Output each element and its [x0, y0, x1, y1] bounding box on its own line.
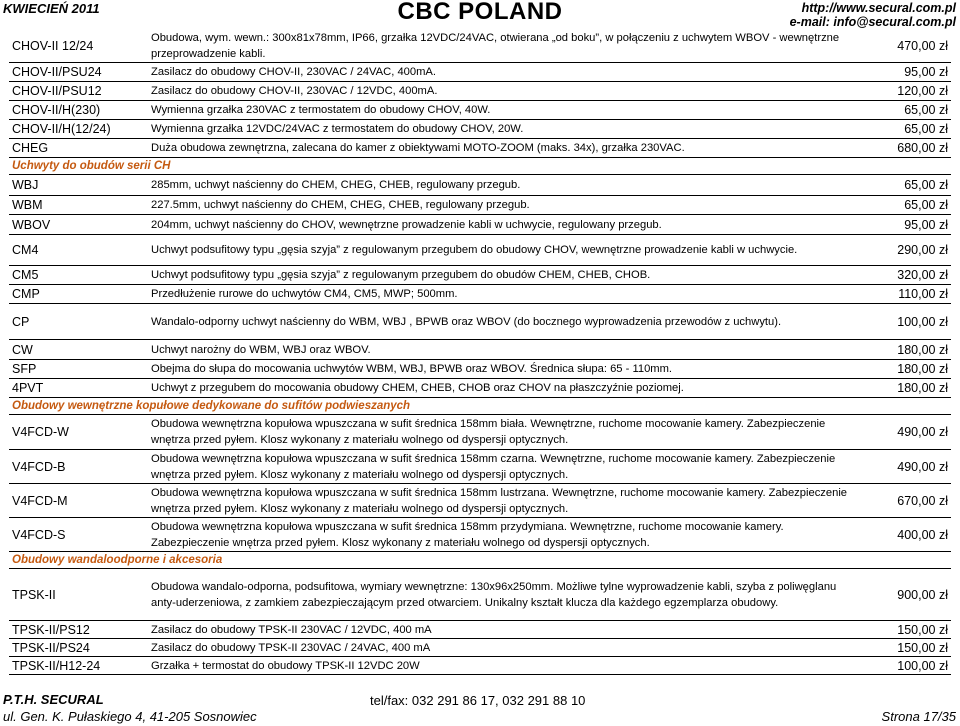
product-price: 290,00 zł [861, 235, 951, 266]
product-row [9, 101, 951, 120]
footer-company: P.T.H. SECURAL [3, 692, 104, 707]
header-company: CBC POLAND [397, 0, 563, 25]
product-row [9, 215, 951, 235]
product-row [9, 139, 951, 158]
product-row [9, 415, 951, 450]
product-code: WBM [9, 196, 148, 215]
product-description: Obudowa wewnętrzna kopułowa wpuszczana w sufit średnica 158mm czarna. Wewnętrzne, ruchome mocowanie kamery. Zabezpieczenie wnętrza przed pyłem. Klosz wykonany z materiału wolnego od dyspersji optycznych. [148, 450, 861, 484]
section-title: Obudowy wewnętrzne kopułowe dedykowane do sufitów podwieszanych [9, 398, 951, 415]
product-price: 65,00 zł [861, 101, 951, 120]
product-code: 4PVT [9, 379, 148, 398]
product-row [9, 379, 951, 398]
product-price: 95,00 zł [861, 63, 951, 82]
product-code: CHOV-II 12/24 [9, 30, 148, 63]
footer-address: ul. Gen. K. Pułaskiego 4, 41-205 Sosnowiec [3, 709, 257, 724]
product-price: 95,00 zł [861, 215, 951, 235]
product-description: Obudowa wandalo-odporna, podsufitowa, wymiary wewnętrzne: 130x96x250mm. Możliwe tylne wyprowadzenie kabli, szyba z poliwęglanu anty-uderzeniowa, z zamkiem zabezpieczającym przed otwarciem. Unikalny kształt klucza dla każdego egzemplarza obudowy. [148, 569, 861, 621]
section-header-row [9, 398, 951, 415]
product-code: CHOV-II/H(12/24) [9, 120, 148, 139]
product-price: 900,00 zł [861, 569, 951, 621]
product-row [9, 621, 951, 639]
product-row [9, 120, 951, 139]
product-row [9, 285, 951, 304]
header-contact [790, 1, 956, 29]
product-price: 65,00 zł [861, 175, 951, 196]
product-code: WBOV [9, 215, 148, 235]
product-description: Duża obudowa zewnętrzna, zalecana do kamer z obiektywami MOTO-ZOOM (maks. 34x), grzałka 230VAC. [148, 139, 861, 158]
product-price: 100,00 zł [861, 657, 951, 675]
price-list-table [9, 30, 951, 675]
product-description: Grzałka + termostat do obudowy TPSK-II 12VDC 20W [148, 657, 861, 675]
product-code: SFP [9, 360, 148, 379]
product-code: CHEG [9, 139, 148, 158]
product-code: CM4 [9, 235, 148, 266]
header-website[interactable]: http://www.secural.com.pl [801, 1, 956, 15]
product-row [9, 175, 951, 196]
page-header [0, 0, 960, 29]
product-row [9, 235, 951, 266]
product-description: Obudowa, wym. wewn.: 300x81x78mm, IP66, grzałka 12VDC/24VAC, otwierana „od boku”, w połączeniu z uchwytem WBOV - wewnętrzne przeprowadzenie kabli. [148, 30, 861, 63]
product-code: CP [9, 304, 148, 340]
product-price: 65,00 zł [861, 120, 951, 139]
product-code: V4FCD-M [9, 484, 148, 518]
section-header-row [9, 552, 951, 569]
product-code: CW [9, 340, 148, 360]
product-description: Zasilacz do obudowy CHOV-II, 230VAC / 12VDC, 400mA. [148, 82, 861, 101]
product-description: Obudowa wewnętrzna kopułowa wpuszczana w sufit średnica 158mm przydymiana. Wewnętrzne, ruchome mocowanie kamery. Zabezpieczenie wnętrza przed pyłem. Klosz wykonany z materiału wolnego od dyspersji optycznych. [148, 518, 861, 552]
product-row [9, 657, 951, 675]
product-row [9, 196, 951, 215]
product-row [9, 518, 951, 552]
product-price: 180,00 zł [861, 379, 951, 398]
product-description: Uchwyt narożny do WBM, WBJ oraz WBOV. [148, 340, 861, 360]
product-row [9, 360, 951, 379]
product-description: Obejma do słupa do mocowania uchwytów WBM, WBJ, BPWB oraz WBOV. Średnica słupa: 65 - 110mm. [148, 360, 861, 379]
section-title: Uchwyty do obudów serii CH [9, 158, 951, 175]
product-price: 320,00 zł [861, 266, 951, 285]
product-code: TPSK-II/H12-24 [9, 657, 148, 675]
product-description: 204mm, uchwyt naścienny do CHOV, wewnętrzne prowadzenie kabli w uchwycie, regulowany przegub. [148, 215, 861, 235]
product-row [9, 266, 951, 285]
product-description: Obudowa wewnętrzna kopułowa wpuszczana w sufit średnica 158mm lustrzana. Wewnętrzne, ruchome mocowanie kamery. Zabezpieczenie wnętrza przed pyłem. Klosz wykonany z materiału wolnego od dyspersji optycznych. [148, 484, 861, 518]
product-row [9, 484, 951, 518]
product-description: Zasilacz do obudowy TPSK-II 230VAC / 24VAC, 400 mA [148, 639, 861, 657]
product-price: 490,00 zł [861, 415, 951, 450]
product-price: 490,00 zł [861, 450, 951, 484]
product-row [9, 30, 951, 63]
footer-phone: tel/fax: 032 291 86 17, 032 291 88 10 [370, 693, 586, 708]
section-header-row [9, 158, 951, 175]
product-code: V4FCD-S [9, 518, 148, 552]
product-price: 470,00 zł [861, 30, 951, 63]
product-row [9, 82, 951, 101]
product-description: 285mm, uchwyt naścienny do CHEM, CHEG, CHEB, regulowany przegub. [148, 175, 861, 196]
product-row [9, 304, 951, 340]
product-row [9, 450, 951, 484]
product-description: 227.5mm, uchwyt naścienny do CHEM, CHEG, CHEB, regulowany przegub. [148, 196, 861, 215]
footer-page-number: Strona 17/35 [881, 709, 956, 724]
product-description: Wymienna grzałka 12VDC/24VAC z termostatem do obudowy CHOV, 20W. [148, 120, 861, 139]
product-description: Przedłużenie rurowe do uchwytów CM4, CM5, MWP; 500mm. [148, 285, 861, 304]
product-row [9, 639, 951, 657]
product-code: TPSK-II/PS24 [9, 639, 148, 657]
product-code: TPSK-II [9, 569, 148, 621]
product-price: 400,00 zł [861, 518, 951, 552]
product-code: TPSK-II/PS12 [9, 621, 148, 639]
product-code: CMP [9, 285, 148, 304]
product-code: CHOV-II/H(230) [9, 101, 148, 120]
section-title: Obudowy wandaloodporne i akcesoria [9, 552, 951, 569]
product-description: Wandalo-odporny uchwyt naścienny do WBM, WBJ , BPWB oraz WBOV (do bocznego wyprowadzenia przewodów z uchwytu). [148, 304, 861, 340]
product-description: Zasilacz do obudowy TPSK-II 230VAC / 12VDC, 400 mA [148, 621, 861, 639]
product-price: 150,00 zł [861, 621, 951, 639]
product-description: Uchwyt podsufitowy typu „gęsia szyja” z regulowanym przegubem do obudowy CHOV, wewnętrzne prowadzenie kabli w uchwycie. [148, 235, 861, 266]
product-description: Zasilacz do obudowy CHOV-II, 230VAC / 24VAC, 400mA. [148, 63, 861, 82]
product-description: Uchwyt podsufitowy typu „gęsia szyja” z regulowanym przegubem do obudów CHEM, CHEB, CHOB. [148, 266, 861, 285]
product-row [9, 340, 951, 360]
product-price: 680,00 zł [861, 139, 951, 158]
product-code: CHOV-II/PSU24 [9, 63, 148, 82]
product-price: 150,00 zł [861, 639, 951, 657]
product-code: CM5 [9, 266, 148, 285]
product-row [9, 569, 951, 621]
product-description: Wymienna grzałka 230VAC z termostatem do obudowy CHOV, 40W. [148, 101, 861, 120]
product-description: Uchwyt z przegubem do mocowania obudowy CHEM, CHEB, CHOB oraz CHOV na płaszczyźnie poziomej. [148, 379, 861, 398]
product-row [9, 63, 951, 82]
page-footer [0, 692, 960, 726]
product-code: WBJ [9, 175, 148, 196]
product-price: 65,00 zł [861, 196, 951, 215]
product-price: 180,00 zł [861, 340, 951, 360]
product-price: 120,00 zł [861, 82, 951, 101]
product-price: 110,00 zł [861, 285, 951, 304]
product-code: V4FCD-B [9, 450, 148, 484]
product-code: V4FCD-W [9, 415, 148, 450]
product-price: 180,00 zł [861, 360, 951, 379]
product-price: 100,00 zł [861, 304, 951, 340]
product-price: 670,00 zł [861, 484, 951, 518]
price-list-body [9, 30, 951, 675]
header-email[interactable]: e-mail: info@secural.com.pl [789, 15, 956, 29]
product-code: CHOV-II/PSU12 [9, 82, 148, 101]
product-description: Obudowa wewnętrzna kopułowa wpuszczana w sufit średnica 158mm biała. Wewnętrzne, ruchome mocowanie kamery. Zabezpieczenie wnętrza przed pyłem. Klosz wykonany z materiału wolnego od dyspersji optycznych. [148, 415, 861, 450]
header-date: KWIECIEŃ 2011 [3, 1, 100, 16]
